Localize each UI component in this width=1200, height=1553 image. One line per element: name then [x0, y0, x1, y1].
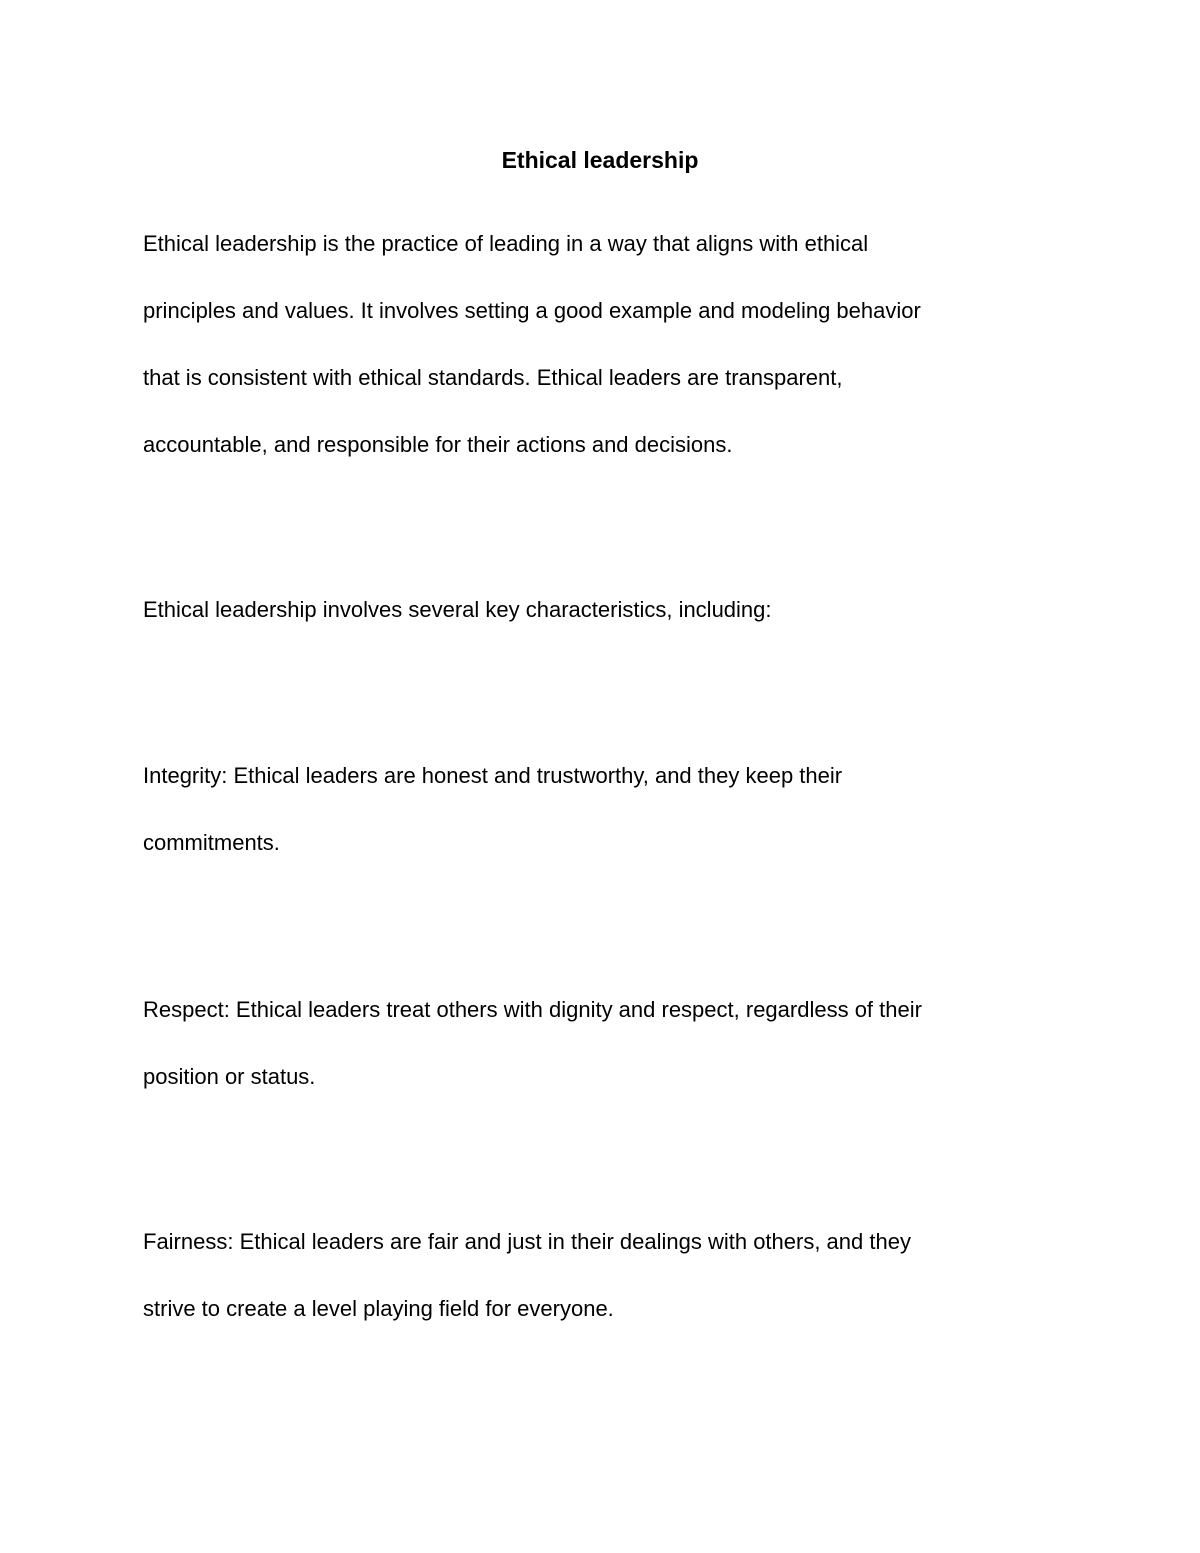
paragraph-integrity [143, 742, 1043, 876]
text-line: commitments. [143, 830, 280, 855]
text-line: accountable, and responsible for their actions and decisions. [143, 432, 733, 457]
text-line: strive to create a level playing field for everyone. [143, 1296, 614, 1321]
paragraph-characteristics-intro [143, 576, 1043, 643]
paragraph-fairness [143, 1208, 1043, 1342]
text-line: that is consistent with ethical standards. Ethical leaders are transparent, [143, 365, 843, 390]
text-line: principles and values. It involves setting a good example and modeling behavior [143, 298, 921, 323]
paragraph-respect [143, 976, 1043, 1110]
text-line: Integrity: Ethical leaders are honest and trustworthy, and they keep their [143, 763, 843, 788]
text-line: Respect: Ethical leaders treat others with dignity and respect, regardless of their [143, 997, 922, 1022]
text-line: position or status. [143, 1064, 316, 1089]
paragraph-definition [143, 210, 1043, 478]
document-title: Ethical leadership [501, 147, 699, 173]
text-line: Ethical leadership is the practice of leading in a way that aligns with ethical [143, 231, 869, 256]
text-line: Fairness: Ethical leaders are fair and just in their dealings with others, and they [143, 1229, 911, 1254]
text-line: Ethical leadership involves several key characteristics, including: [143, 597, 772, 622]
